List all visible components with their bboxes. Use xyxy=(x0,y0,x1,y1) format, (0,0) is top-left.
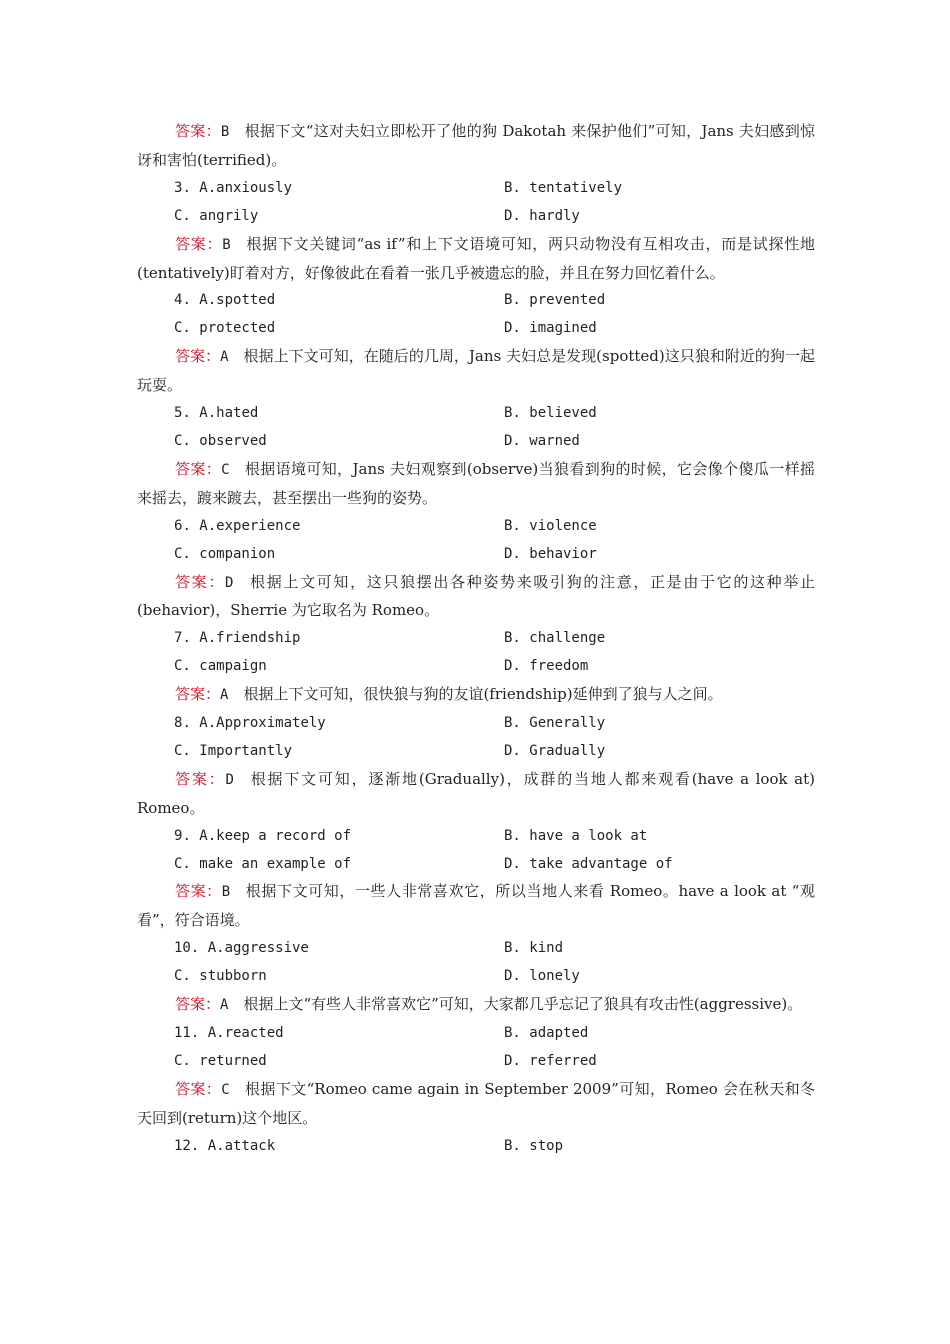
option-text: B. Generally xyxy=(504,715,606,732)
answer-paragraph xyxy=(137,1076,815,1133)
option-text: C. companion xyxy=(174,545,276,562)
question-number: 4 xyxy=(174,292,183,309)
option-text: C. campaign xyxy=(174,658,267,675)
answer-letter: D xyxy=(225,771,234,788)
option-text: D. warned xyxy=(504,432,580,449)
answer-paragraph xyxy=(137,343,815,400)
option-text: A.hated xyxy=(199,405,259,422)
answer-label: 答案： xyxy=(175,685,221,704)
answer-explanation: 根据语境可知，Jans 夫妇观察到(observe)当狼看到狗的时候，它会像个傻瓜一样摇来摇去，踱来踱去，甚至摆出一些狗的姿势。 xyxy=(137,459,815,507)
question-option xyxy=(174,428,504,456)
question-option xyxy=(504,541,815,569)
question-option-first: 5. A.hated xyxy=(174,405,259,422)
option-text: B. kind xyxy=(504,940,564,957)
option-text: A.spotted xyxy=(199,292,276,309)
question-options xyxy=(137,400,815,456)
option-text: C. Importantly xyxy=(174,742,293,759)
option-text: B. believed xyxy=(504,405,597,422)
answer-explanation: 根据下文可知，一些人非常喜欢它，所以当地人来看 Romeo。have a look at “观看”，符合语境。 xyxy=(137,882,815,930)
option-text: A.reacted xyxy=(207,1025,284,1041)
question-number: 11 xyxy=(174,1025,191,1041)
question-option xyxy=(504,513,815,541)
option-text: A.anxiously xyxy=(199,179,293,196)
question-option xyxy=(504,1020,815,1048)
question-option xyxy=(174,653,504,681)
question-option xyxy=(504,428,815,456)
question-option xyxy=(504,963,815,991)
option-text: D. behavior xyxy=(504,545,597,562)
answer-explanation: 根据下文可知，逐渐地(Gradually)，成群的当地人都来观看(have a look at) Romeo。 xyxy=(137,769,815,817)
answer-label: 答案： xyxy=(175,1079,222,1098)
option-text: C. returned xyxy=(174,1052,267,1069)
option-text: C. angrily xyxy=(174,207,259,224)
answer-letter: B xyxy=(220,124,230,140)
question-option-first: 3. A.anxiously xyxy=(174,179,293,196)
question-number: 12 xyxy=(174,1137,191,1154)
question-number: 10 xyxy=(174,940,191,957)
question-number: 5 xyxy=(174,405,183,422)
question-option xyxy=(174,738,504,766)
answer-paragraph xyxy=(137,118,815,175)
option-text: A.Approximately xyxy=(199,715,326,732)
answer-letter: A xyxy=(220,349,229,366)
answer-explanation: 根据上下文可知，在随后的几周，Jans 夫妇总是发现(spotted)这只狼和附近的狗一起玩耍。 xyxy=(137,347,815,395)
answer-label: 答案： xyxy=(175,459,222,478)
question-option xyxy=(504,653,815,681)
option-text: C. make an example of xyxy=(174,855,352,872)
answer-letter: A xyxy=(220,687,229,704)
question-options xyxy=(137,935,815,991)
question-options xyxy=(137,1020,815,1076)
option-text: D. imagined xyxy=(504,320,597,337)
option-text: D. hardly xyxy=(504,207,580,224)
option-text: D. referred xyxy=(504,1052,597,1069)
question-option-first: 12. A.attack xyxy=(174,1137,276,1154)
question-option xyxy=(504,203,815,231)
question-number: 9 xyxy=(174,827,183,844)
question-option-first: 10. A.aggressive xyxy=(174,940,309,957)
option-text: A.friendship xyxy=(199,630,301,647)
option-text: D. Gradually xyxy=(504,742,606,759)
answer-paragraph xyxy=(137,569,815,626)
answer-paragraph xyxy=(137,231,815,288)
question-number: 3 xyxy=(174,179,183,196)
question-option xyxy=(504,287,815,315)
option-text: A.experience xyxy=(199,517,301,534)
question-options xyxy=(137,1133,815,1161)
question-number: 8 xyxy=(174,715,183,732)
answer-explanation: 根据上文可知，这只狼摆出各种姿势来吸引狗的注意，正是由于它的这种举止(behavior)，Sherrie 为它取名为 Romeo。 xyxy=(137,572,815,620)
option-text: B. violence xyxy=(504,517,597,534)
option-text: B. tentatively xyxy=(504,179,623,196)
question-option xyxy=(504,315,815,343)
answer-paragraph xyxy=(137,456,815,513)
question-option xyxy=(174,203,504,231)
question-option-first: 7. A.friendship xyxy=(174,630,301,647)
question-options xyxy=(137,710,815,766)
question-option xyxy=(504,175,815,203)
question-option xyxy=(174,851,504,879)
document-page xyxy=(137,118,815,1161)
question-options xyxy=(137,823,815,879)
question-option xyxy=(174,541,504,569)
question-option-first: 9. A.keep a record of xyxy=(174,827,352,844)
answer-label: 答案： xyxy=(175,572,225,591)
option-text: B. have a look at xyxy=(504,827,648,844)
answer-label: 答案： xyxy=(175,347,221,366)
question-option xyxy=(174,1048,504,1076)
answer-label: 答案： xyxy=(175,769,226,788)
question-options xyxy=(137,287,815,343)
question-option xyxy=(504,625,815,653)
option-text: B. stop xyxy=(504,1137,564,1154)
question-option xyxy=(504,851,815,879)
question-option xyxy=(504,823,815,851)
answer-explanation: 根据上下文可知，很快狼与狗的友谊(friendship)延伸到了狼与人之间。 xyxy=(243,685,723,704)
answer-explanation: 根据下文关键词“as if”和上下文语境可知，两只动物没有互相攻击，而是试探性地(tentatively)盯着对方，好像彼此在看着一张几乎被遗忘的脸，并且在努力回忆着什么。 xyxy=(137,234,815,282)
option-text: D. take advantage of xyxy=(504,855,673,872)
question-option xyxy=(504,1048,815,1076)
option-text: B. adapted xyxy=(504,1025,589,1041)
answer-explanation: 根据下文“Romeo came again in September 2009”可知，Romeo 会在秋天和冬天回到(return)这个地区。 xyxy=(137,1079,815,1127)
answer-letter: A xyxy=(220,997,229,1014)
answer-paragraph xyxy=(137,766,815,823)
question-option-first: 6. A.experience xyxy=(174,517,301,534)
option-text: A.keep a record of xyxy=(199,827,352,844)
option-text: A.attack xyxy=(207,1137,276,1154)
question-option xyxy=(504,1133,815,1161)
answer-letter: B xyxy=(222,236,231,253)
answer-paragraph xyxy=(137,681,815,710)
question-number: 7 xyxy=(174,630,183,647)
answer-label: 答案： xyxy=(175,122,221,140)
question-options xyxy=(137,625,815,681)
answer-letter: C xyxy=(221,1081,230,1098)
question-option-first: 8. A.Approximately xyxy=(174,715,326,732)
question-option xyxy=(504,400,815,428)
answer-letter: B xyxy=(221,884,231,901)
answer-paragraph xyxy=(137,991,815,1020)
question-option xyxy=(504,738,815,766)
question-options xyxy=(137,175,815,231)
option-text: A.aggressive xyxy=(207,940,309,957)
answer-label: 答案： xyxy=(175,234,223,253)
option-text: B. challenge xyxy=(504,630,606,647)
answer-explanation: 根据下文“这对夫妇立即松开了他的狗 Dakotah 来保护他们”可知，Jans 夫妇感到惊讶和害怕(terrified)。 xyxy=(137,122,815,169)
answer-paragraph xyxy=(137,878,815,935)
question-option xyxy=(504,710,815,738)
answer-label: 答案： xyxy=(175,882,222,901)
answer-label: 答案： xyxy=(175,995,221,1014)
question-option xyxy=(504,935,815,963)
option-text: D. lonely xyxy=(504,968,580,985)
option-text: B. prevented xyxy=(504,292,606,309)
question-option-first: 4. A.spotted xyxy=(174,292,276,309)
option-text: C. protected xyxy=(174,320,276,337)
question-option xyxy=(174,315,504,343)
answer-letter: D xyxy=(225,574,234,591)
answer-letter: C xyxy=(221,461,230,478)
question-option xyxy=(174,963,504,991)
option-text: C. stubborn xyxy=(174,968,267,985)
question-options xyxy=(137,513,815,569)
question-option-first: 11. A.reacted xyxy=(174,1025,284,1041)
answer-explanation: 根据上文“有些人非常喜欢它”可知，大家都几乎忘记了狼具有攻击性(aggressive)。 xyxy=(243,995,803,1014)
question-number: 6 xyxy=(174,517,183,534)
option-text: C. observed xyxy=(174,432,267,449)
option-text: D. freedom xyxy=(504,658,589,675)
